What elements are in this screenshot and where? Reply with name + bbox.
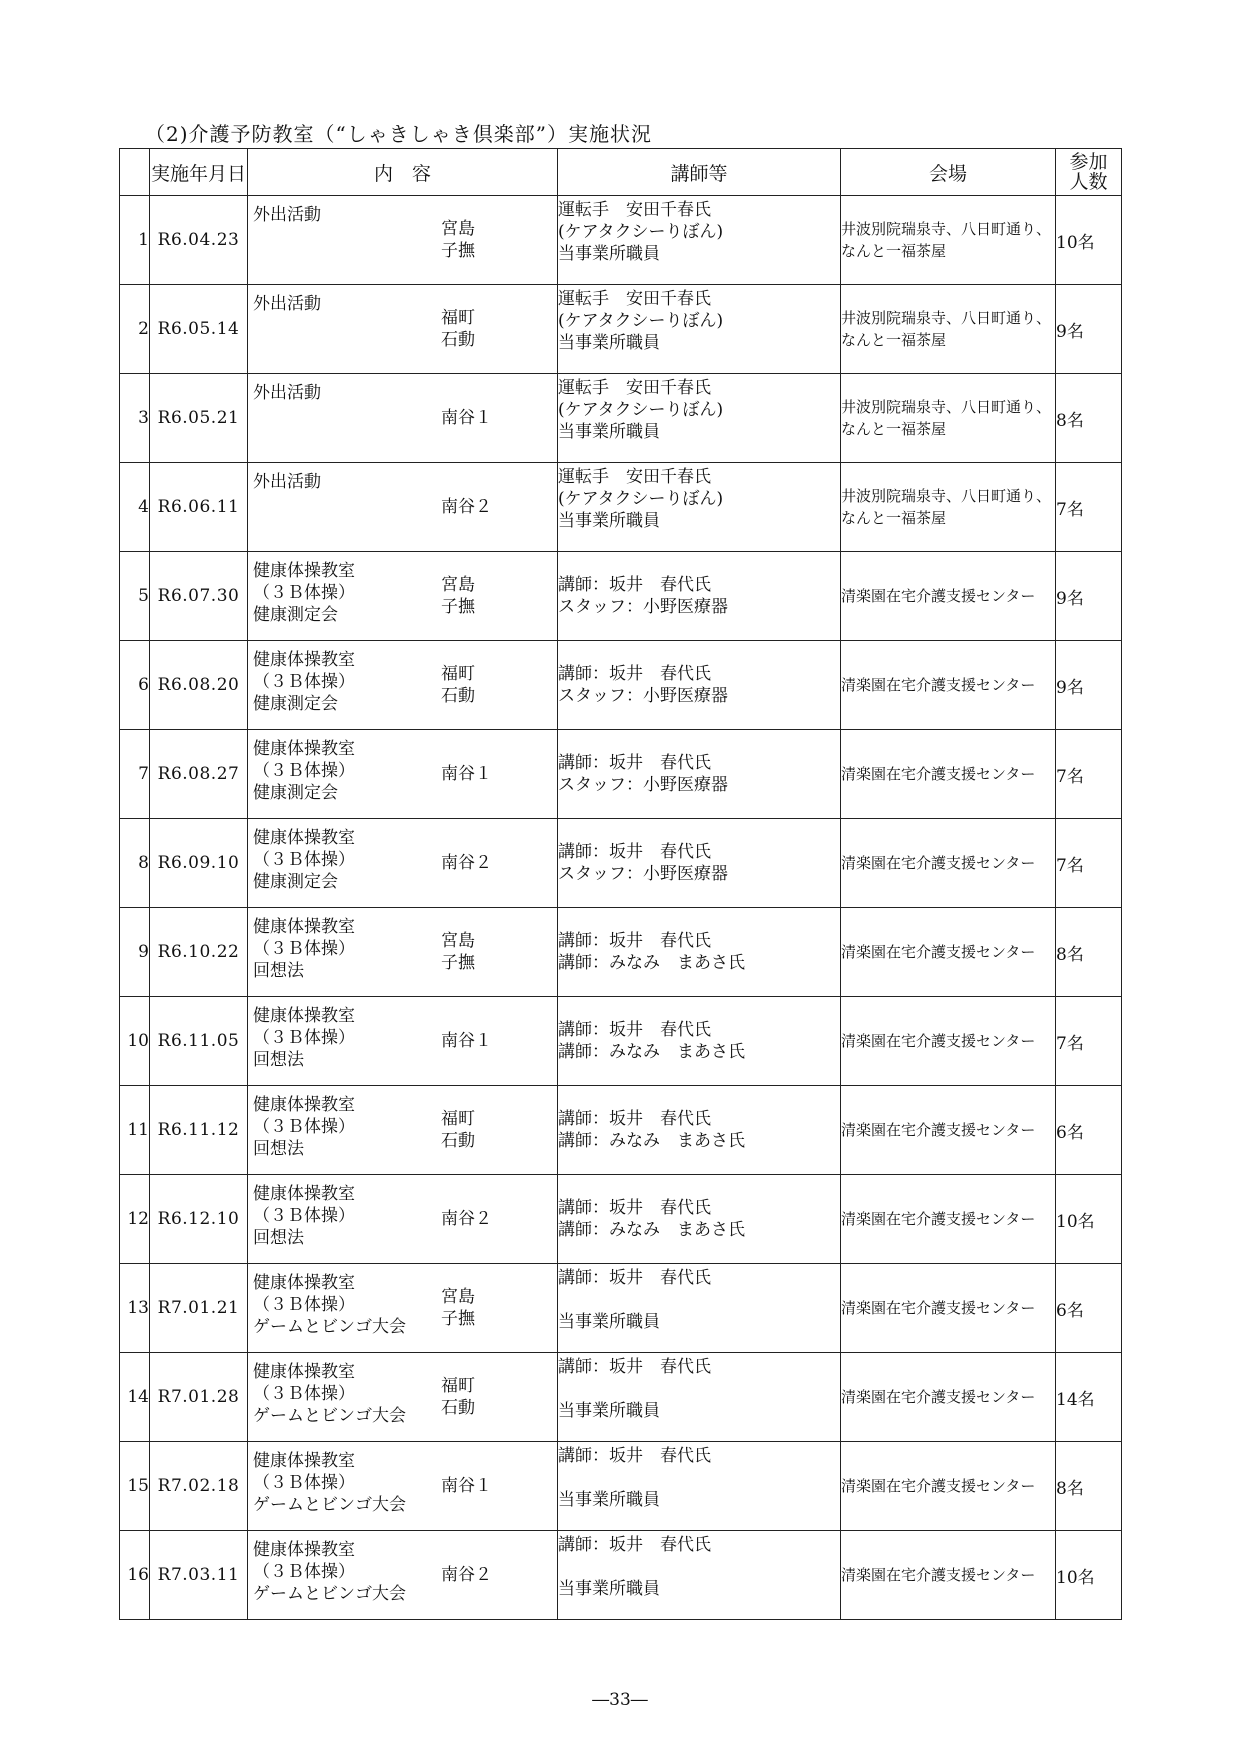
content-line: 健康体操教室 (253, 1362, 355, 1382)
content-line: （３Ｂ体操） (253, 850, 355, 870)
instructor-line: 運転手 安田千春氏 (558, 467, 711, 487)
table-row (120, 908, 1122, 997)
content-lines (253, 204, 321, 226)
content-line: ゲームとビンゴ大会 (253, 1406, 406, 1426)
content-line: （３Ｂ体操） (253, 1384, 355, 1404)
page-number: ―33― (592, 1690, 648, 1710)
row-participants: 6名 (1056, 1264, 1122, 1353)
instructor-line: スタッフ：小野医療器 (558, 597, 728, 617)
content-area (441, 574, 475, 618)
row-participants: 8名 (1056, 1442, 1122, 1531)
content-line: （３Ｂ体操） (253, 761, 355, 781)
table-row (120, 641, 1122, 730)
area-name: 子撫 (441, 953, 475, 973)
header-no (120, 149, 150, 196)
row-venue: 清楽園在宅介護支援センター (841, 1442, 1056, 1531)
activity-table (119, 148, 1122, 1620)
instructor-gap (558, 1556, 840, 1578)
content-lines (253, 916, 355, 982)
content-line: 健康体操教室 (253, 828, 355, 848)
content-line: 健康体操教室 (253, 739, 355, 759)
row-venue: 清楽園在宅介護支援センター (841, 1086, 1056, 1175)
content-area (441, 763, 492, 785)
area-name: 南谷１ (441, 1031, 492, 1051)
area-name: 石動 (441, 686, 475, 706)
content-lines (253, 1094, 355, 1160)
row-content (248, 1531, 558, 1620)
content-lines (253, 293, 321, 315)
row-date: R6.05.14 (150, 285, 248, 374)
content-line: 健康測定会 (253, 872, 338, 892)
area-name: 宮島 (441, 219, 475, 239)
row-date: R6.11.05 (150, 997, 248, 1086)
row-content (248, 1442, 558, 1531)
instructor-line: 講師：坂井 春代氏 (558, 842, 711, 862)
content-area (441, 307, 475, 351)
header-participants-line1: 参加 (1069, 151, 1108, 173)
content-line: （３Ｂ体操） (253, 1117, 355, 1137)
row-instructor (558, 908, 841, 997)
row-number: 12 (120, 1175, 150, 1264)
area-name: 子撫 (441, 1309, 475, 1329)
content-lines (253, 738, 355, 804)
content-line: ゲームとビンゴ大会 (253, 1317, 406, 1337)
content-lines (253, 827, 355, 893)
area-name: 子撫 (441, 597, 475, 617)
content-line: （３Ｂ体操） (253, 939, 355, 959)
instructor-line: 運転手 安田千春氏 (558, 289, 711, 309)
instructor-line: 講師：坂井 春代氏 (558, 1535, 711, 1555)
row-content (248, 997, 558, 1086)
instructor-line: 講師：みなみ まあさ氏 (558, 953, 745, 973)
header-date: 実施年月日 (150, 149, 248, 196)
row-participants: 8名 (1056, 374, 1122, 463)
row-number: 2 (120, 285, 150, 374)
row-content (248, 1086, 558, 1175)
content-lines (253, 382, 321, 404)
area-name: 福町 (441, 308, 475, 328)
instructor-line: 運転手 安田千春氏 (558, 378, 711, 398)
row-number: 7 (120, 730, 150, 819)
area-name: 宮島 (441, 1287, 475, 1307)
row-number: 3 (120, 374, 150, 463)
row-instructor (558, 463, 841, 552)
instructor-line: 講師：坂井 春代氏 (558, 1020, 711, 1040)
table-row (120, 997, 1122, 1086)
row-date: R6.06.11 (150, 463, 248, 552)
content-line: 健康体操教室 (253, 1451, 355, 1471)
row-venue: 清楽園在宅介護支援センター (841, 908, 1056, 997)
area-name: 宮島 (441, 575, 475, 595)
instructor-line: 講師：みなみ まあさ氏 (558, 1220, 745, 1240)
table-row (120, 285, 1122, 374)
area-name: 石動 (441, 1398, 475, 1418)
content-line: 健康体操教室 (253, 561, 355, 581)
content-line: 回想法 (253, 961, 304, 981)
content-area (441, 218, 475, 262)
content-line: （３Ｂ体操） (253, 1295, 355, 1315)
row-date: R7.01.21 (150, 1264, 248, 1353)
instructor-line: 講師：坂井 春代氏 (558, 1198, 711, 1218)
content-line: 回想法 (253, 1139, 304, 1159)
instructor-line: (ケアタクシーりぼん) (558, 400, 724, 420)
table-row (120, 730, 1122, 819)
row-date: R6.05.21 (150, 374, 248, 463)
table-row (120, 1086, 1122, 1175)
instructor-line: (ケアタクシーりぼん) (558, 222, 724, 242)
row-instructor (558, 730, 841, 819)
table-row (120, 196, 1122, 285)
instructor-line: 講師：坂井 春代氏 (558, 753, 711, 773)
row-content (248, 374, 558, 463)
content-line: 健康測定会 (253, 605, 338, 625)
row-date: R6.12.10 (150, 1175, 248, 1264)
content-lines (253, 560, 355, 626)
content-line: （３Ｂ体操） (253, 672, 355, 692)
row-date: R7.01.28 (150, 1353, 248, 1442)
row-date: R7.03.11 (150, 1531, 248, 1620)
row-date: R7.02.18 (150, 1442, 248, 1531)
instructor-line: 当事業所職員 (558, 333, 660, 353)
table-row (120, 1531, 1122, 1620)
row-participants: 10名 (1056, 1531, 1122, 1620)
row-content (248, 552, 558, 641)
row-venue: 清楽園在宅介護支援センター (841, 1175, 1056, 1264)
row-venue: 清楽園在宅介護支援センター (841, 552, 1056, 641)
area-name: 南谷１ (441, 1476, 492, 1496)
row-participants: 9名 (1056, 552, 1122, 641)
instructor-line: 講師：坂井 春代氏 (558, 1268, 711, 1288)
table-row (120, 463, 1122, 552)
row-number: 6 (120, 641, 150, 730)
row-instructor (558, 1175, 841, 1264)
instructor-line: 運転手 安田千春氏 (558, 200, 711, 220)
row-content (248, 196, 558, 285)
area-name: 石動 (441, 330, 475, 350)
content-line: 健康体操教室 (253, 650, 355, 670)
header-participants (1056, 149, 1122, 196)
row-date: R6.11.12 (150, 1086, 248, 1175)
instructor-line: スタッフ：小野医療器 (558, 775, 728, 795)
content-line: （３Ｂ体操） (253, 1562, 355, 1582)
row-instructor (558, 374, 841, 463)
content-lines (253, 1005, 355, 1071)
content-area (441, 852, 492, 874)
row-date: R6.08.27 (150, 730, 248, 819)
row-number: 11 (120, 1086, 150, 1175)
instructor-line: 当事業所職員 (558, 1401, 660, 1421)
table-row (120, 374, 1122, 463)
row-venue: 井波別院瑞泉寺、八日町通り、なんと一福茶屋 (841, 285, 1056, 374)
row-venue: 清楽園在宅介護支援センター (841, 997, 1056, 1086)
content-area (441, 1108, 475, 1152)
instructor-line: 講師：坂井 春代氏 (558, 575, 711, 595)
table-row (120, 1442, 1122, 1531)
content-area (441, 496, 492, 518)
content-area (441, 407, 492, 429)
area-name: 南谷１ (441, 764, 492, 784)
area-name: 南谷１ (441, 408, 492, 428)
content-line: 外出活動 (253, 294, 321, 314)
content-line: 回想法 (253, 1228, 304, 1248)
content-area (441, 1475, 492, 1497)
content-line: 健康体操教室 (253, 1006, 355, 1026)
content-lines (253, 1272, 406, 1338)
content-line: （３Ｂ体操） (253, 1473, 355, 1493)
content-area (441, 930, 475, 974)
content-line: ゲームとビンゴ大会 (253, 1495, 406, 1515)
area-name: 子撫 (441, 241, 475, 261)
content-line: 健康体操教室 (253, 1540, 355, 1560)
instructor-line: スタッフ：小野医療器 (558, 686, 728, 706)
row-content (248, 641, 558, 730)
row-number: 4 (120, 463, 150, 552)
instructor-line: 当事業所職員 (558, 511, 660, 531)
row-content (248, 819, 558, 908)
content-lines (253, 1361, 406, 1427)
row-number: 5 (120, 552, 150, 641)
content-line: 外出活動 (253, 383, 321, 403)
content-line: （３Ｂ体操） (253, 1028, 355, 1048)
table-row (120, 1175, 1122, 1264)
row-venue: 井波別院瑞泉寺、八日町通り、なんと一福茶屋 (841, 463, 1056, 552)
row-participants: 10名 (1056, 196, 1122, 285)
content-line: 健康体操教室 (253, 1095, 355, 1115)
row-instructor (558, 196, 841, 285)
instructor-line: 当事業所職員 (558, 1312, 660, 1332)
row-number: 13 (120, 1264, 150, 1353)
content-area (441, 663, 475, 707)
row-venue: 清楽園在宅介護支援センター (841, 641, 1056, 730)
content-line: ゲームとビンゴ大会 (253, 1584, 406, 1604)
row-venue: 井波別院瑞泉寺、八日町通り、なんと一福茶屋 (841, 196, 1056, 285)
row-date: R6.09.10 (150, 819, 248, 908)
content-area (441, 1286, 475, 1330)
row-participants: 7名 (1056, 730, 1122, 819)
content-area (441, 1375, 475, 1419)
content-line: 健康体操教室 (253, 1273, 355, 1293)
row-participants: 8名 (1056, 908, 1122, 997)
content-line: 健康体操教室 (253, 1184, 355, 1204)
row-instructor (558, 1264, 841, 1353)
instructor-line: 当事業所職員 (558, 422, 660, 442)
row-content (248, 908, 558, 997)
content-line: （３Ｂ体操） (253, 583, 355, 603)
instructor-line: スタッフ：小野医療器 (558, 864, 728, 884)
row-participants: 9名 (1056, 285, 1122, 374)
row-number: 8 (120, 819, 150, 908)
content-lines (253, 1539, 406, 1605)
content-area (441, 1208, 492, 1230)
content-line: 外出活動 (253, 472, 321, 492)
header-venue: 会場 (841, 149, 1056, 196)
instructor-gap (558, 1289, 840, 1311)
row-participants: 7名 (1056, 819, 1122, 908)
row-content (248, 285, 558, 374)
instructor-line: 講師：坂井 春代氏 (558, 1109, 711, 1129)
row-number: 15 (120, 1442, 150, 1531)
row-instructor (558, 1531, 841, 1620)
row-number: 1 (120, 196, 150, 285)
area-name: 南谷２ (441, 497, 492, 517)
row-venue: 清楽園在宅介護支援センター (841, 819, 1056, 908)
row-date: R6.07.30 (150, 552, 248, 641)
content-line: 回想法 (253, 1050, 304, 1070)
content-line: 健康体操教室 (253, 917, 355, 937)
area-name: 南谷２ (441, 1209, 492, 1229)
instructor-line: (ケアタクシーりぼん) (558, 311, 724, 331)
instructor-line: 講師：みなみ まあさ氏 (558, 1042, 745, 1062)
header-row (120, 149, 1122, 196)
row-content (248, 1353, 558, 1442)
row-venue: 清楽園在宅介護支援センター (841, 1353, 1056, 1442)
row-participants: 14名 (1056, 1353, 1122, 1442)
area-name: 福町 (441, 1376, 475, 1396)
row-content (248, 1264, 558, 1353)
instructor-line: 当事業所職員 (558, 1579, 660, 1599)
content-area (441, 1030, 492, 1052)
section-heading: （2)介護予防教室（“しゃきしゃき倶楽部”）実施状況 (145, 122, 652, 146)
table-row (120, 1264, 1122, 1353)
row-instructor (558, 1442, 841, 1531)
row-instructor (558, 1086, 841, 1175)
header-participants-line2: 人数 (1069, 171, 1108, 193)
content-lines (253, 649, 355, 715)
content-area (441, 1564, 492, 1586)
row-content (248, 463, 558, 552)
content-line: 外出活動 (253, 205, 321, 225)
row-instructor (558, 552, 841, 641)
header-instructor: 講師等 (558, 149, 841, 196)
area-name: 福町 (441, 1109, 475, 1129)
instructor-gap (558, 1378, 840, 1400)
row-participants: 9名 (1056, 641, 1122, 730)
area-name: 宮島 (441, 931, 475, 951)
row-instructor (558, 1353, 841, 1442)
content-lines (253, 1183, 355, 1249)
area-name: 南谷２ (441, 853, 492, 873)
row-number: 16 (120, 1531, 150, 1620)
row-date: R6.08.20 (150, 641, 248, 730)
instructor-line: (ケアタクシーりぼん) (558, 489, 724, 509)
instructor-line: 講師：坂井 春代氏 (558, 931, 711, 951)
instructor-line: 講師：坂井 春代氏 (558, 1446, 711, 1466)
row-number: 14 (120, 1353, 150, 1442)
row-instructor (558, 819, 841, 908)
row-number: 9 (120, 908, 150, 997)
table-row (120, 819, 1122, 908)
instructor-gap (558, 1467, 840, 1489)
row-instructor (558, 997, 841, 1086)
row-date: R6.10.22 (150, 908, 248, 997)
header-content: 内 容 (248, 149, 558, 196)
row-content (248, 730, 558, 819)
table-row (120, 1353, 1122, 1442)
instructor-line: 講師：坂井 春代氏 (558, 1357, 711, 1377)
row-venue: 清楽園在宅介護支援センター (841, 1531, 1056, 1620)
row-participants: 6名 (1056, 1086, 1122, 1175)
content-lines (253, 471, 321, 493)
content-line: 健康測定会 (253, 783, 338, 803)
row-instructor (558, 641, 841, 730)
content-lines (253, 1450, 406, 1516)
row-participants: 10名 (1056, 1175, 1122, 1264)
row-venue: 井波別院瑞泉寺、八日町通り、なんと一福茶屋 (841, 374, 1056, 463)
area-name: 福町 (441, 664, 475, 684)
row-venue: 清楽園在宅介護支援センター (841, 730, 1056, 819)
row-content (248, 1175, 558, 1264)
content-line: （３Ｂ体操） (253, 1206, 355, 1226)
row-venue: 清楽園在宅介護支援センター (841, 1264, 1056, 1353)
instructor-line: 当事業所職員 (558, 1490, 660, 1510)
table-row (120, 552, 1122, 641)
row-instructor (558, 285, 841, 374)
area-name: 南谷２ (441, 1565, 492, 1585)
row-participants: 7名 (1056, 463, 1122, 552)
row-participants: 7名 (1056, 997, 1122, 1086)
instructor-line: 講師：坂井 春代氏 (558, 664, 711, 684)
instructor-line: 当事業所職員 (558, 244, 660, 264)
area-name: 石動 (441, 1131, 475, 1151)
instructor-line: 講師：みなみ まあさ氏 (558, 1131, 745, 1151)
content-line: 健康測定会 (253, 694, 338, 714)
row-date: R6.04.23 (150, 196, 248, 285)
row-number: 10 (120, 997, 150, 1086)
